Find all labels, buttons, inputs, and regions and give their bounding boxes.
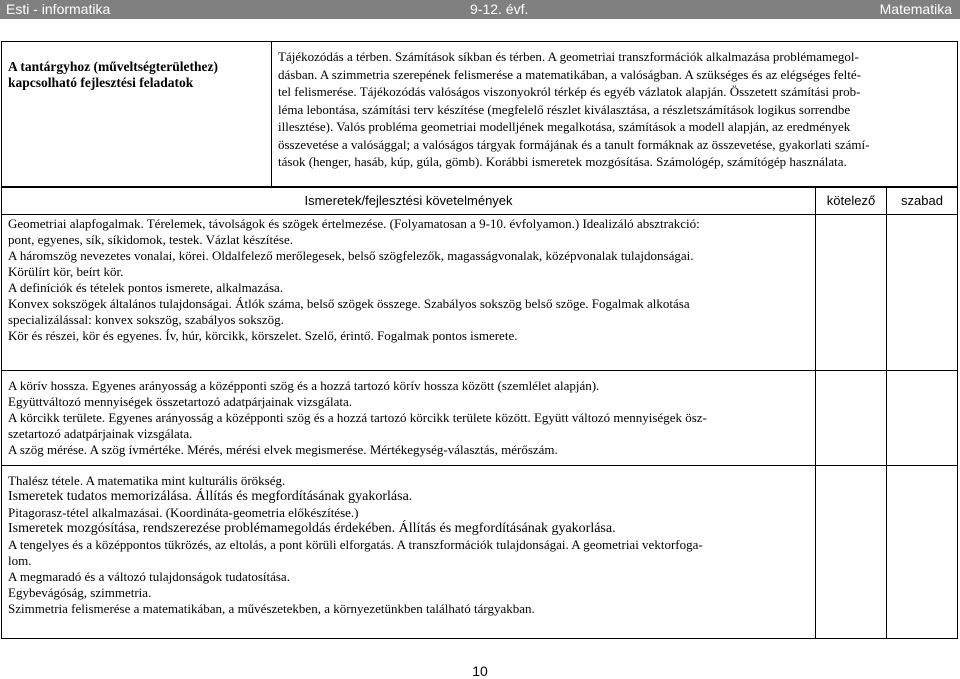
text-line: A definíciók és tételek pontos ismerete, alkalmazása. [8, 280, 284, 295]
connection-table [1, 41, 958, 188]
connection-label: A tantárgyhoz (műveltségterülethez) kapcsolható fejlesztési feladatok [2, 42, 272, 188]
text-line: Kör és részei, kör és egyenes. Ív, húr, körcikk, körszelet. Szelő, érintő. Fogalmak pontos ismerete. [8, 328, 518, 343]
column-required: kötelező [816, 187, 887, 215]
text-line: A megmaradó és a változó tulajdonságok tudatosítása. [8, 569, 290, 584]
page-number: 10 [472, 663, 488, 679]
text-line: specializálással: konvex sokszög, szabályos sokszög. [8, 312, 284, 327]
text-line: tások (henger, hasáb, kúp, gúla, gömb). Korábbi ismeretek mozgósítása. Számológép, számítógép használata. [278, 154, 847, 169]
text-line: Szimmetria felismerése a matematikában, a művészetekben, a környezetünkben található tárgyakban. [8, 601, 535, 616]
column-free: szabad [887, 187, 958, 215]
free-cell [887, 466, 958, 639]
text-line: A tengelyes és a középpontos tükrözés, az eltolás, a pont körüli elforgatás. A transzformációk tulajdonságai. A geometriai vektorfoga- [8, 537, 703, 552]
text-line: léma lebontása, számítási terv készítése (megfelelő részlet kiválasztása, a részletszámítások logikus sorrendbe [278, 101, 851, 117]
text-line: lom. [8, 553, 32, 568]
text-line: szetartozó adatpárjainak vizsgálata. [8, 426, 193, 441]
required-cell [816, 371, 887, 466]
text-line: A háromszög nevezetes vonalai, körei. Oldalfelező merőlegesek, belső szögfelezők, magasságvonalak, középvonalak tulajdonságai. [8, 248, 694, 263]
text-line: dásban. A szimmetria szerepének felismerése a matematikában, a valóságban. A szükséges és az elégséges felté- [278, 66, 861, 82]
text-line: Körülírt kör, beírt kör. [8, 264, 124, 279]
text-line: A körcikk területe. Egyenes arányosság a középponti szög és a hozzá tartozó körcikk területe között. Együtt változó mennyiségek ösz- [8, 410, 707, 425]
text-line: Ismeretek mozgósítása, rendszerezése problémamegoldás érdekében. Állítás és megfordításának gyakorlása. [8, 521, 616, 536]
header-right: Matematika [879, 1, 952, 17]
connection-text [272, 42, 958, 188]
free-cell [887, 215, 958, 371]
requirements-table [1, 186, 958, 639]
header-center: 9-12. évf. [470, 1, 529, 17]
text-line: A szög mérése. A szög ívmértéke. Mérés, mérési elvek megismerése. Mértékegység-választás, mérőszám. [8, 442, 558, 457]
text-line: Thalész tétele. A matematika mint kulturális örökség. [8, 473, 286, 488]
requirements-title: Ismeretek/fejlesztési követelmények [2, 187, 816, 215]
free-cell [887, 371, 958, 466]
text-line: pont, egyenes, sík, síkidomok, testek. Vázlat készítése. [8, 232, 293, 247]
text-line: Együttváltozó mennyiségek összetartozó adatpárjainak vizsgálata. [8, 394, 353, 409]
page-header [0, 0, 960, 19]
text-line: Tájékozódás a térben. Számítások síkban és térben. A geometriai transzformációk alkalmazása problémamegol- [278, 49, 859, 64]
text-line: A körív hossza. Egyenes arányosság a középponti szög és a hozzá tartozó körív hossza között (szemlélet alapján). [8, 378, 600, 393]
text-line: tel felismerése. Tájékozódás valóságos viszonyokról térkép és egyéb vázlatok alapján. Összetett számítási prob- [278, 84, 861, 99]
required-cell [816, 466, 887, 639]
header-left: Esti - informatika [6, 1, 111, 17]
requirements-block-3 [2, 466, 816, 639]
required-cell [816, 215, 887, 371]
text-line: Pitagorasz-tétel alkalmazásai. (Koordináta-geometria előkészítése.) [8, 505, 359, 520]
text-line: illesztése). Valós probléma geometriai modelljének megalkotása, számítások a modell alapján, az eredmények [278, 119, 851, 134]
text-line: Egybevágóság, szimmetria. [8, 585, 152, 600]
requirements-block-2 [2, 371, 816, 466]
text-line: Ismeretek tudatos memorizálása. Állítás és megfordításának gyakorlása. [8, 489, 413, 504]
text-line: Konvex sokszögek általános tulajdonságai. Átlók száma, belső szögek összege. Szabályos sokszög belső szöge. Fogalmak alkotása [8, 296, 690, 311]
requirements-block-1 [2, 215, 816, 371]
text-line: összevetése a valósággal; a valóságos tárgyak formájának és a tanult formáknak az összevetése, gyakorlati számí- [278, 136, 870, 152]
text-line: Geometriai alapfogalmak. Térelemek, távolságok és szögek értelmezése. (Folyamatosan a 9-10. évfolyamon.) Idealizáló absztrakció: [8, 216, 700, 231]
